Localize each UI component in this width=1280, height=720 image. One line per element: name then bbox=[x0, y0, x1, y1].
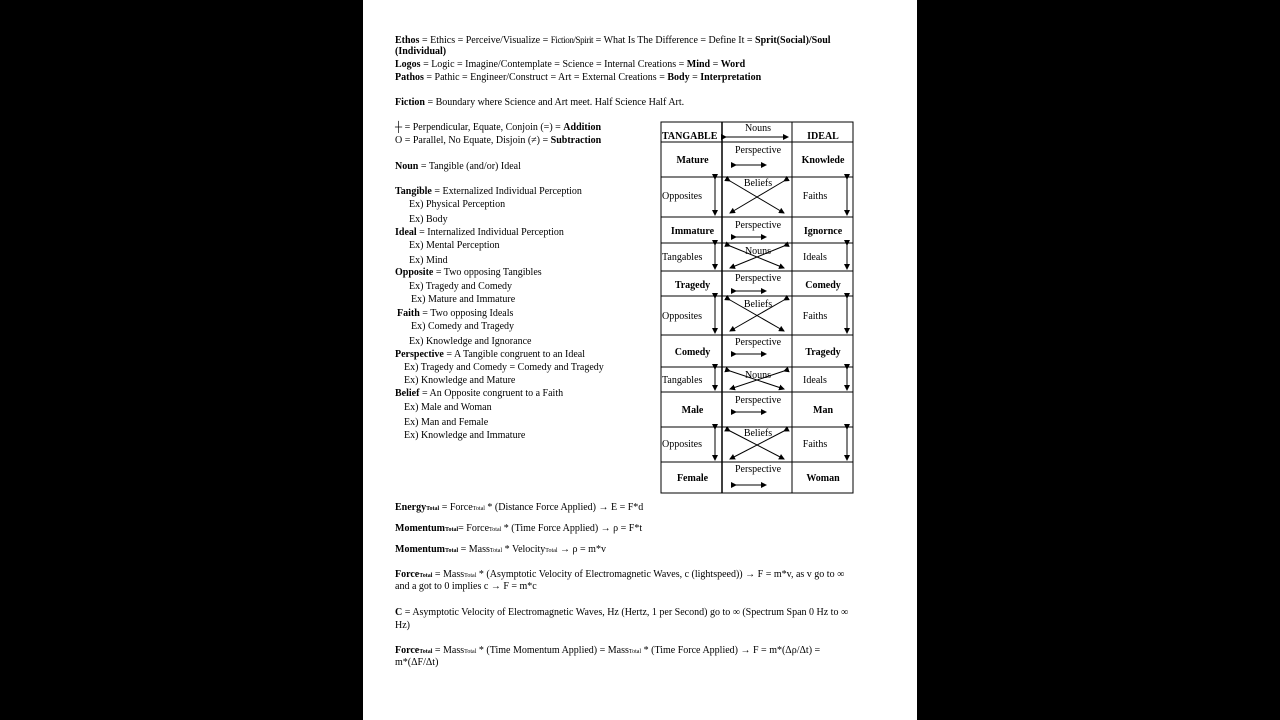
subscript: Total bbox=[628, 649, 642, 655]
formula-text: = Mass bbox=[458, 544, 490, 555]
formula-text: = Asymptotic Velocity of Electromagnetic Waves, Hz (Hertz, 1 per Second) go to ∞ (Spectrum Span 0 Hz to ∞ bbox=[402, 607, 849, 618]
table-cell: Male bbox=[681, 405, 704, 416]
perspective-example-1: Ex) Tragedy and Comedy = Comedy and Tragedy bbox=[404, 362, 604, 373]
table-beliefs: Beliefs bbox=[743, 299, 773, 310]
formula-text: = Force bbox=[458, 523, 490, 534]
fiction-text: = Boundary where Science and Art meet. Half Science Half Art. bbox=[425, 97, 685, 108]
ideal-text: = Internalized Individual Perception bbox=[416, 227, 564, 238]
momentum-term: Momentum bbox=[395, 544, 445, 555]
faith-text: = Two opposing Ideals bbox=[419, 308, 514, 319]
perspective-text: = A Tangible congruent to an Ideal bbox=[443, 349, 585, 360]
table-nouns: Nouns bbox=[744, 370, 772, 381]
table-cell: Tragedy bbox=[805, 347, 841, 358]
subscript: Total bbox=[545, 548, 558, 554]
logos-word: Word bbox=[720, 59, 746, 70]
belief-term: Belief bbox=[395, 388, 420, 399]
pathos-term: Pathos bbox=[395, 72, 424, 83]
energy-formula bbox=[395, 502, 643, 515]
force-term: Force bbox=[395, 645, 420, 656]
belief-line bbox=[395, 388, 563, 400]
force-term: Force bbox=[395, 569, 420, 580]
table-cell: Woman bbox=[806, 473, 840, 484]
fiction-term: Fiction bbox=[395, 97, 425, 108]
opposite-example-2: Ex) Mature and Immature bbox=[411, 294, 516, 305]
perpendicular-text: = Perpendicular, Equate, Conjoin (=) = bbox=[402, 122, 564, 133]
tangible-text: = Externalized Individual Perception bbox=[431, 186, 582, 197]
opposite-line bbox=[395, 267, 542, 279]
subscript: Total bbox=[489, 548, 503, 554]
logos-mind: Mind bbox=[686, 59, 711, 70]
table-header-tangable: TANGABLE bbox=[662, 131, 718, 142]
perspective-term: Perspective bbox=[395, 349, 444, 360]
table-perspective: Perspective bbox=[734, 273, 782, 284]
ideal-line bbox=[395, 227, 564, 239]
table-perspective: Perspective bbox=[734, 395, 782, 406]
subscript: Total bbox=[426, 506, 440, 512]
table-cell: Comedy bbox=[674, 347, 711, 358]
force-formula-1-line2: and a got to 0 implies c → F = m*c bbox=[395, 581, 537, 592]
table-cell: Opposites bbox=[662, 311, 702, 322]
table-beliefs: Beliefs bbox=[743, 178, 773, 189]
faith-example-1: Ex) Comedy and Tragedy bbox=[411, 321, 515, 332]
table-perspective: Perspective bbox=[734, 145, 782, 156]
table-cell: Comedy bbox=[805, 280, 841, 291]
c-formula-line2: Hz) bbox=[395, 620, 410, 631]
pathos-eq: = bbox=[689, 72, 701, 83]
opposite-text: = Two opposing Tangibles bbox=[433, 267, 542, 278]
table-cell: Man bbox=[813, 405, 833, 416]
table-cell: Faiths bbox=[802, 439, 828, 450]
subscript: Total bbox=[464, 573, 477, 579]
ethos-line bbox=[395, 34, 831, 47]
momentum-formula-1 bbox=[395, 523, 642, 536]
table-cell: Ideals bbox=[803, 252, 827, 263]
perpendicular-symbol: ┼ bbox=[395, 122, 403, 133]
logos-line bbox=[395, 59, 745, 71]
ethos-individual: (Individual) bbox=[395, 46, 447, 57]
ethos-soul: Sprit(Social)/Soul bbox=[755, 35, 831, 46]
formula-text: * Velocity bbox=[502, 544, 546, 555]
logos-text: = Logic = Imagine/Contemplate = Science = Internal Creations = bbox=[420, 59, 687, 70]
momentum-formula-2 bbox=[395, 544, 606, 557]
table-cell: Knowlede bbox=[801, 155, 845, 166]
table-perspective: Perspective bbox=[734, 464, 782, 475]
parallel-line bbox=[395, 135, 601, 147]
opposite-term: Opposite bbox=[395, 267, 434, 278]
subscript: Total bbox=[419, 573, 433, 579]
logos-eq: = bbox=[710, 59, 721, 70]
table-header-ideal: IDEAL bbox=[807, 131, 839, 142]
subtraction-term: Subtraction bbox=[550, 135, 602, 146]
formula-text: * (Time Force Applied) → F = m*(Δρ/Δt) = bbox=[641, 645, 821, 656]
perpendicular-line bbox=[395, 122, 601, 134]
formula-text: * (Time Momentum Applied) = Mass bbox=[476, 645, 629, 656]
table-cell: Opposites bbox=[662, 439, 702, 450]
subscript: Total bbox=[445, 548, 459, 554]
noun-text: = Tangible (and/or) Ideal bbox=[418, 161, 521, 172]
perspective-example-2: Ex) Knowledge and Mature bbox=[404, 375, 516, 386]
ethos-fiction: Fiction/Spirit bbox=[550, 35, 594, 45]
formula-text: * (Asymptotic Velocity of Electromagnetic Waves, c (lightspeed)) → F = m*v, as v go to ∞ bbox=[476, 569, 845, 580]
tangible-example-1: Ex) Physical Perception bbox=[409, 199, 506, 210]
formula-text: = Mass bbox=[432, 645, 465, 656]
table-nouns: Nouns bbox=[744, 246, 772, 257]
parallel-text: = Parallel, No Equate, Disjoin (≠) = bbox=[402, 135, 551, 146]
table-cell: Tragedy bbox=[674, 280, 711, 291]
ethos-line-2 bbox=[395, 46, 446, 58]
table-cell: Tangables bbox=[662, 252, 703, 263]
fiction-line bbox=[395, 97, 684, 109]
table-perspective: Perspective bbox=[734, 337, 782, 348]
faith-term: Faith bbox=[397, 308, 420, 319]
formula-text: = Force bbox=[439, 502, 473, 513]
formula-text: * (Time Force Applied) → ρ = F*t bbox=[501, 523, 643, 534]
ideal-example-2: Ex) Mind bbox=[409, 255, 448, 266]
pathos-body: Body bbox=[667, 72, 690, 83]
c-formula bbox=[395, 607, 848, 619]
addition-term: Addition bbox=[563, 122, 602, 133]
force-formula-2-line2: m*(ΔF/Δt) bbox=[395, 657, 439, 668]
force-formula-2 bbox=[395, 645, 820, 658]
formula-text: * (Distance Force Applied) → E = F*d bbox=[484, 502, 644, 513]
ideal-example-1: Ex) Mental Perception bbox=[409, 240, 500, 251]
table-cell: Immature bbox=[670, 226, 715, 237]
subscript: Total bbox=[489, 527, 502, 533]
table-beliefs: Beliefs bbox=[743, 428, 773, 439]
formula-text: = Mass bbox=[432, 569, 465, 580]
ideal-term: Ideal bbox=[395, 227, 417, 238]
table-cell: Opposites bbox=[662, 191, 702, 202]
subscript: Total bbox=[472, 506, 485, 512]
table-header-nouns: Nouns bbox=[744, 123, 772, 134]
belief-example-1: Ex) Male and Woman bbox=[404, 402, 492, 413]
ethos-text2: = What Is The Difference = Define It = bbox=[593, 35, 756, 46]
table-perspective: Perspective bbox=[734, 220, 782, 231]
logos-term: Logos bbox=[395, 59, 421, 70]
table-cell: Mature bbox=[676, 155, 709, 166]
table-cell: Ideals bbox=[803, 375, 827, 386]
parallel-symbol: O bbox=[395, 135, 403, 146]
noun-line bbox=[395, 161, 521, 173]
faith-line bbox=[397, 308, 513, 320]
table-cell: Female bbox=[676, 473, 709, 484]
pathos-text: = Pathic = Engineer/Construct = Art = External Creations = bbox=[423, 72, 668, 83]
momentum-term: Momentum bbox=[395, 523, 445, 534]
table-cell: Faiths bbox=[802, 191, 828, 202]
ethos-text: = Ethics = Perceive/Visualize = bbox=[419, 35, 551, 46]
pathos-interpretation: Interpretation bbox=[700, 72, 762, 83]
subscript: Total bbox=[464, 649, 477, 655]
energy-term: Energy bbox=[395, 502, 427, 513]
faith-example-2: Ex) Knowledge and Ignorance bbox=[409, 336, 532, 347]
pathos-line bbox=[395, 72, 761, 84]
table-cell: Tangables bbox=[662, 375, 703, 386]
ethos-term: Ethos bbox=[395, 35, 420, 46]
tangible-term: Tangible bbox=[395, 186, 432, 197]
subscript: Total bbox=[445, 527, 459, 533]
tangible-example-2: Ex) Body bbox=[409, 214, 448, 225]
opposite-example-1: Ex) Tragedy and Comedy bbox=[409, 281, 513, 292]
subscript: Total bbox=[419, 649, 433, 655]
c-term: C bbox=[395, 607, 403, 618]
noun-term: Noun bbox=[395, 161, 419, 172]
tangible-line bbox=[395, 186, 582, 198]
formula-text: → ρ = m*v bbox=[557, 544, 606, 555]
table-cell: Ignornce bbox=[803, 226, 843, 237]
table-cell: Faiths bbox=[802, 311, 828, 322]
belief-text: = An Opposite congruent to a Faith bbox=[419, 388, 564, 399]
perspective-line bbox=[395, 349, 585, 361]
belief-example-2: Ex) Man and Female bbox=[404, 417, 489, 428]
belief-example-3: Ex) Knowledge and Immature bbox=[404, 430, 526, 441]
